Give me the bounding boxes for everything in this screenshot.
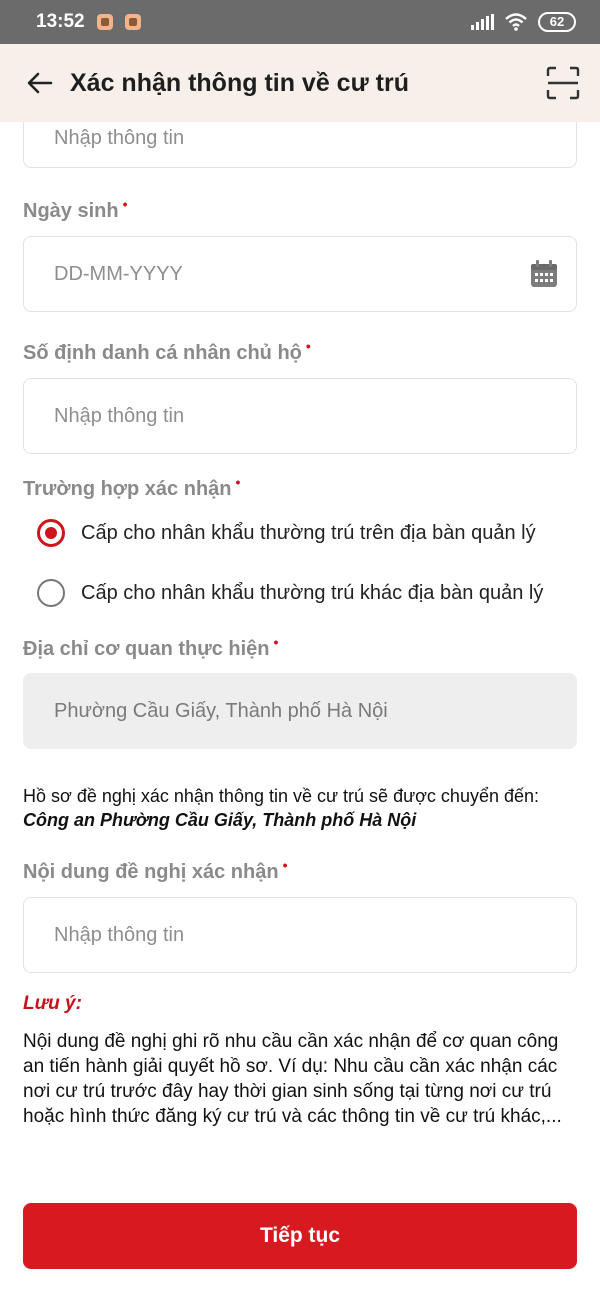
agency-address-field: [23, 673, 577, 749]
case-option-2-label: Cấp cho nhân khẩu thường trú khác địa bàn quản lý: [81, 581, 544, 604]
case-label: Trường hợp xác nhận •: [23, 474, 241, 500]
app-header: [0, 44, 600, 122]
required-mark: •: [273, 634, 279, 650]
household-id-placeholder: Nhập thông tin: [54, 404, 185, 427]
required-mark: •: [122, 196, 128, 212]
household-id-label: Số định danh cá nhân chủ hộ •: [23, 338, 311, 364]
request-content-label: Nội dung đề nghị xác nhận •: [23, 857, 288, 883]
dob-input[interactable]: [23, 236, 577, 312]
case-option-2[interactable]: [37, 579, 543, 607]
status-bar: [0, 0, 600, 44]
required-mark: •: [282, 857, 288, 873]
note-title: Lưu ý:: [23, 993, 82, 1014]
dob-placeholder: DD-MM-YYYY: [54, 262, 183, 285]
scan-qr-button[interactable]: [546, 66, 580, 100]
arrow-left-icon: [27, 72, 53, 94]
case-option-1-label: Cấp cho nhân khẩu thường trú trên địa bàn quản lý: [81, 521, 536, 544]
request-content-placeholder: Nhập thông tin: [54, 923, 185, 946]
wifi-icon: [504, 12, 528, 32]
form-content: [0, 122, 600, 1300]
notification-icon: [125, 14, 141, 30]
radio-checked-icon[interactable]: [37, 519, 65, 547]
page-title: Xác nhận thông tin về cư trú: [70, 68, 409, 97]
signal-icon: [471, 14, 494, 30]
transfer-target: Công an Phường Cầu Giấy, Thành phố Hà Nội: [23, 810, 417, 830]
agency-address-label: Địa chỉ cơ quan thực hiện •: [23, 634, 279, 660]
previous-input-placeholder: Nhập thông tin: [54, 126, 185, 149]
note-body: Nội dung đề nghị ghi rõ nhu cầu cần xác nhận để cơ quan công an tiến hành giải quyết hồ sơ. Ví dụ: Nhu cầu cần xác nhận các nơi cư trú trước đây hay thời gian sinh sống tại từng nơi cư trú hoặc hình thức đăng ký cư trú và các thông tin về cư trú khác,...: [23, 1031, 562, 1127]
transfer-info-text: Hồ sơ đề nghị xác nhận thông tin về cư trú sẽ được chuyển đến: Công an Phường Cầu Giấy, Thành phố Hà Nội: [23, 786, 540, 830]
case-option-1[interactable]: [37, 519, 536, 547]
continue-button[interactable]: Tiếp tục: [23, 1203, 577, 1269]
notification-icon: [97, 14, 113, 30]
status-time: 13:52: [36, 11, 85, 32]
back-button[interactable]: [26, 69, 54, 97]
radio-unchecked-icon[interactable]: [37, 579, 65, 607]
required-mark: •: [305, 338, 311, 354]
calendar-icon[interactable]: [530, 260, 558, 288]
battery-icon: 62: [538, 12, 576, 32]
agency-address-value: Phường Cầu Giấy, Thành phố Hà Nội: [54, 699, 388, 722]
previous-input-field[interactable]: [23, 122, 577, 168]
household-id-input[interactable]: [23, 378, 577, 454]
required-mark: •: [235, 474, 241, 490]
request-content-input[interactable]: [23, 897, 577, 973]
dob-label: Ngày sinh •: [23, 196, 128, 222]
status-indicators: [471, 12, 576, 32]
